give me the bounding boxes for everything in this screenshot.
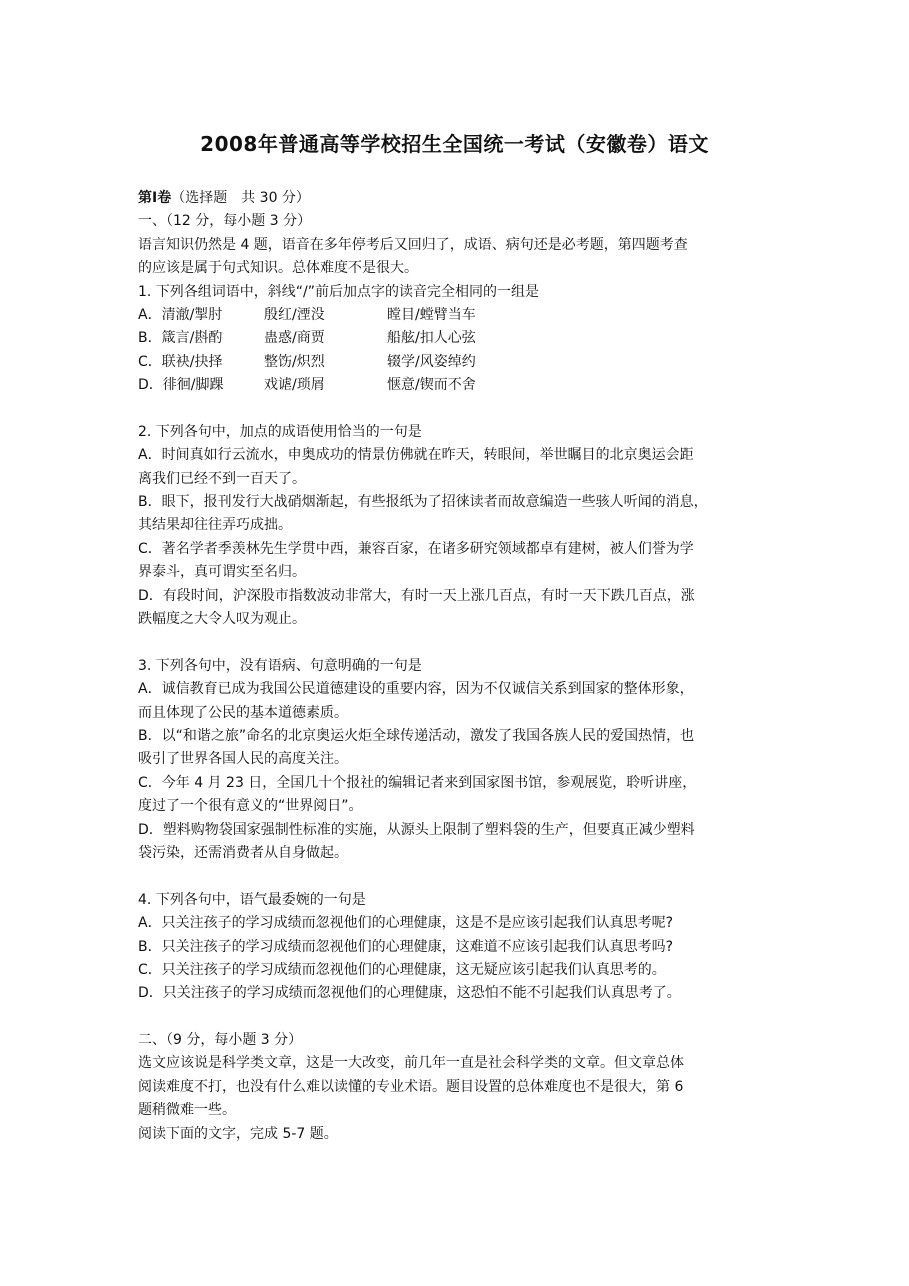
part2-line: 选文应该说是科学类文章，这是一大改变，前几年一直是社会科学类的文章。但文章总体	[138, 1055, 684, 1072]
question-3-line: D．塑料购物袋国家强制性标准的实施，从源头上限制了塑料袋的生产，但要真正减少塑料	[138, 821, 695, 838]
question-3-line: 度过了一个很有意义的“世界阅日”。	[138, 798, 363, 815]
spacer	[138, 865, 778, 888]
spacer	[138, 1006, 778, 1029]
section-heading-label: 第Ⅰ卷	[138, 190, 172, 206]
spacer	[138, 398, 778, 421]
question-2-line: B．眼下，报刊发行大战硝烟渐起，有些报纸为了招徕读者而故意编造一些骇人听闻的消息，	[138, 494, 708, 511]
question-3-line: A．诚信教育已成为我国公民道德建设的重要内容，因为不仅诚信关系到国家的整体形象，	[138, 681, 694, 698]
question-2-line: 界泰斗，真可谓实至名归。	[138, 564, 306, 581]
question-4-option-c: C．只关注孩子的学习成绩而忽视他们的心理健康，这无疑应该引起我们认真思考的。	[138, 961, 666, 978]
document-title: 2008年普通高等学校招生全国统一考试（安徽卷）语文	[200, 132, 709, 156]
question-1-option-a: A．清澈/掣肘 殷红/湮没 瞠目/螳臂当车	[138, 306, 476, 323]
part2-line: 阅读难度不打，也没有什么难以读懂的专业术语。题目设置的总体难度也不是很大，第 6	[138, 1078, 684, 1095]
question-2-line: C．著名学者季羡林先生学贯中西，兼容百家，在诸多研究领域都卓有建树，被人们誉为学	[138, 540, 694, 557]
reading-instruction: 阅读下面的文字，完成 5-7 题。	[138, 1125, 338, 1142]
intro-line: 语言知识仍然是 4 题，语音在多年停考后又回归了，成语、病句还是必考题，第四题考查	[138, 236, 688, 253]
question-3-line: 而且体现了公民的基本道德素质。	[138, 704, 348, 721]
section-heading-note: （选择题 共 30 分）	[171, 190, 310, 206]
intro-line: 的应该是属于句式知识。总体难度不是很大。	[138, 260, 418, 277]
question-2-line: D．有段时间，沪深股市指数波动非常大，有时一天上涨几百点，有时一天下跌几百点，涨	[138, 587, 695, 604]
part2-line: 题稍微难一些。	[138, 1102, 236, 1119]
question-2-stem: 2. 下列各句中，加点的成语使用恰当的一句是	[138, 423, 422, 440]
question-3-line: C．今年 4 月 23 日，全国几十个报社的编辑记者来到国家图书馆，参观展览，聆听讲座，	[138, 774, 697, 791]
question-2-line: 其结果却往往弄巧成拙。	[138, 517, 292, 534]
part1-heading: 一、（12 分，每小题 3 分）	[138, 213, 312, 230]
question-1-option-c: C．联袂/抉择 整饬/炽烈 辍学/风姿绰约	[138, 353, 476, 370]
question-4-option-d: D．只关注孩子的学习成绩而忽视他们的心理健康，这恐怕不能不引起我们认真思考了。	[138, 985, 681, 1002]
question-1-option-b: B．箴言/斟酌 蛊惑/商贾 船舷/扣人心弦	[138, 330, 476, 347]
question-2-line: 离我们已经不到一百天了。	[138, 470, 306, 487]
question-4-option-a: A．只关注孩子的学习成绩而忽视他们的心理健康，这是不是应该引起我们认真思考呢?	[138, 915, 674, 932]
section-heading	[138, 187, 778, 210]
question-3-line: B．以“和谐之旅”命名的北京奥运火炬全球传递活动，激发了我国各族人民的爱国热情，也	[138, 727, 695, 744]
question-2-line: A．时间真如行云流水，申奥成功的情景仿佛就在昨天，转眼间，举世瞩目的北京奥运会距	[138, 447, 694, 464]
question-3-line: 袋污染，还需消费者从自身做起。	[138, 844, 348, 861]
part2-heading: 二、（9 分，每小题 3 分）	[138, 1032, 303, 1049]
question-1-option-d: D．徘徊/脚踝 戏谑/琐屑 惬意/锲而不舍	[138, 377, 476, 394]
question-4-stem: 4. 下列各句中，语气最委婉的一句是	[138, 891, 366, 908]
question-1-stem: 1. 下列各组词语中，斜线“/”前后加点字的读音完全相同的一组是	[138, 283, 540, 300]
question-2-line: 跌幅度之大令人叹为观止。	[138, 611, 306, 628]
question-3-stem: 3. 下列各句中，没有语病、句意明确的一句是	[138, 657, 422, 674]
document-body	[138, 187, 778, 1146]
question-4-option-b: B．只关注孩子的学习成绩而忽视他们的心理健康，这难道不应该引起我们认真思考吗?	[138, 938, 674, 955]
question-3-line: 吸引了世界各国人民的高度关注。	[138, 751, 348, 768]
spacer	[138, 631, 778, 654]
